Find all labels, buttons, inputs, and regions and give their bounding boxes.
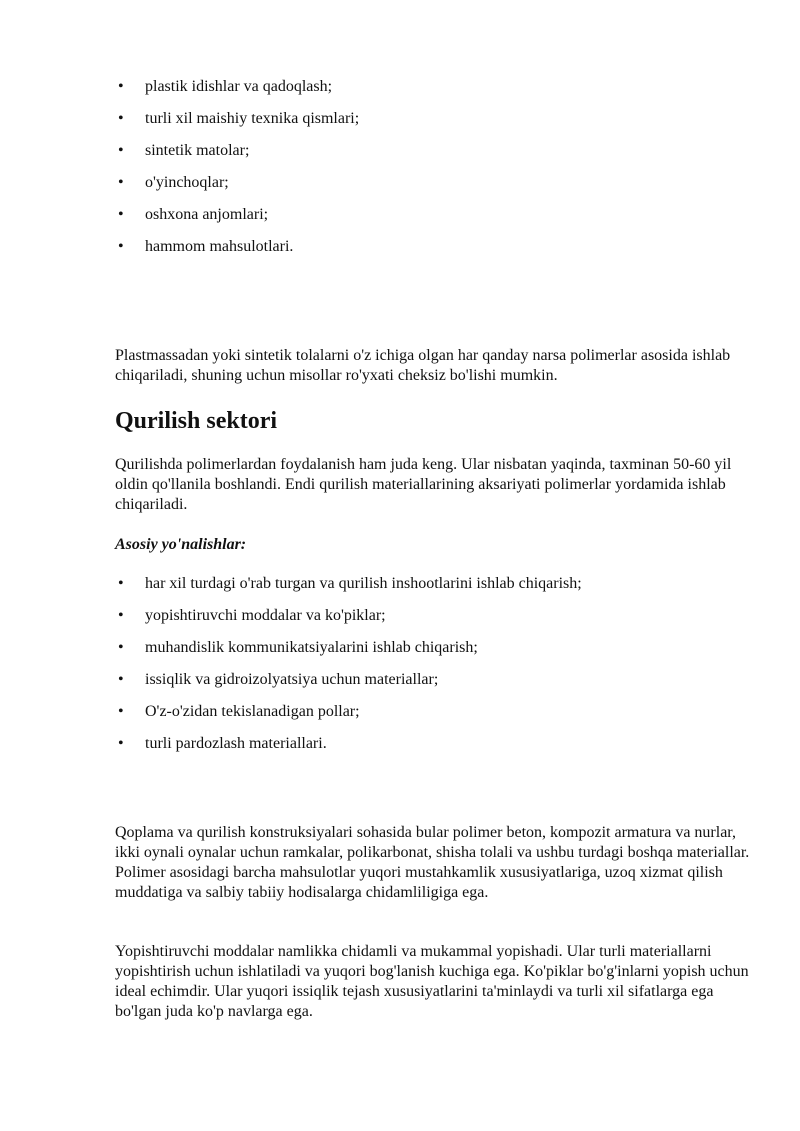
list-item-text: issiqlik va gidroizolyatsiya uchun materiallar;: [145, 671, 439, 688]
list-item-text: har xil turdagi o'rab turgan va qurilish inshootlarini ishlab chiqarish;: [145, 575, 582, 592]
list-item: [115, 77, 755, 97]
list-item: [115, 173, 755, 193]
list-item-text: muhandislik kommunikatsiyalarini ishlab chiqarish;: [145, 639, 478, 656]
bullet-icon: •: [118, 78, 124, 95]
bullet-icon: •: [118, 735, 124, 752]
construction-intro-paragraph: Qurilishda polimerlardan foydalanish ham juda keng. Ular nisbatan yaqinda, taxminan 50-60 yil oldin qo'llanila boshlandi. Endi qurilish materiallarining aksariyati polimerlar yordamida ishlab chiqariladi.: [115, 456, 732, 513]
bullet-icon: •: [118, 142, 124, 159]
list-item: [115, 670, 755, 690]
list-item: [115, 237, 755, 257]
bullet-icon: •: [118, 174, 124, 191]
list-item-text: yopishtiruvchi moddalar va ko'piklar;: [145, 607, 386, 624]
list-item: [115, 205, 755, 225]
list-item: [115, 702, 755, 722]
list-item: [115, 109, 755, 129]
list-item-text: turli xil maishiy texnika qismlari;: [145, 110, 360, 127]
list-item-text: plastik idishlar va qadoqlash;: [145, 78, 333, 95]
list-item: [115, 574, 755, 594]
list-item: [115, 606, 755, 626]
list-item: [115, 734, 755, 754]
coating-paragraph: Qoplama va qurilish konstruksiyalari sohasida bular polimer beton, kompozit armatura va nurlar, ikki oynali oynalar uchun ramkalar, polikarbonat, shisha tolali va ushbu turdagi boshqa materiallar. Polimer asosidagi barcha mahsulotlar yuqori mustahkamlik xususiyatlariga, uzoq xizmat qilish muddatiga va salbiy tabiiy hodisalarga chidamliligiga ega.: [115, 824, 750, 901]
products-list: [115, 77, 755, 269]
directions-list: [115, 574, 755, 766]
directions-subheading: Asosiy yo'nalishlar:: [115, 536, 247, 553]
bullet-icon: •: [118, 206, 124, 223]
bullet-icon: •: [118, 238, 124, 255]
list-item: [115, 141, 755, 161]
bullet-icon: •: [118, 607, 124, 624]
list-item-text: oshxona anjomlari;: [145, 206, 269, 223]
bullet-icon: •: [118, 671, 124, 688]
bullet-icon: •: [118, 703, 124, 720]
list-item-text: sintetik matolar;: [145, 142, 250, 159]
list-item-text: o'yinchoqlar;: [145, 174, 229, 191]
list-item: [115, 638, 755, 658]
list-item-text: turli pardozlash materiallari.: [145, 735, 327, 752]
list-item-text: O'z-o'zidan tekislanadigan pollar;: [145, 703, 360, 720]
list-item-text: hammom mahsulotlari.: [145, 238, 294, 255]
plastics-paragraph: Plastmassadan yoki sintetik tolalarni o'z ichiga olgan har qanday narsa polimerlar asosida ishlab chiqariladi, shuning uchun misollar ro'yxati cheksiz bo'lishi mumkin.: [115, 347, 731, 384]
bullet-icon: •: [118, 639, 124, 656]
adhesives-paragraph: Yopishtiruvchi moddalar namlikka chidamli va mukammal yopishadi. Ular turli materiallarni yopishtirish uchun ishlatiladi va yuqori bog'lanish kuchiga ega. Ko'piklar bo'g'inlarni yopish uchun ideal echimdir. Ular yuqori issiqlik tejash xususiyatlarini ta'minlaydi va turli xil sifatlarga ega bo'lgan juda ko'p navlarga ega.: [115, 943, 749, 1020]
section-heading: Qurilish sektori: [115, 408, 278, 434]
bullet-icon: •: [118, 575, 124, 592]
bullet-icon: •: [118, 110, 124, 127]
